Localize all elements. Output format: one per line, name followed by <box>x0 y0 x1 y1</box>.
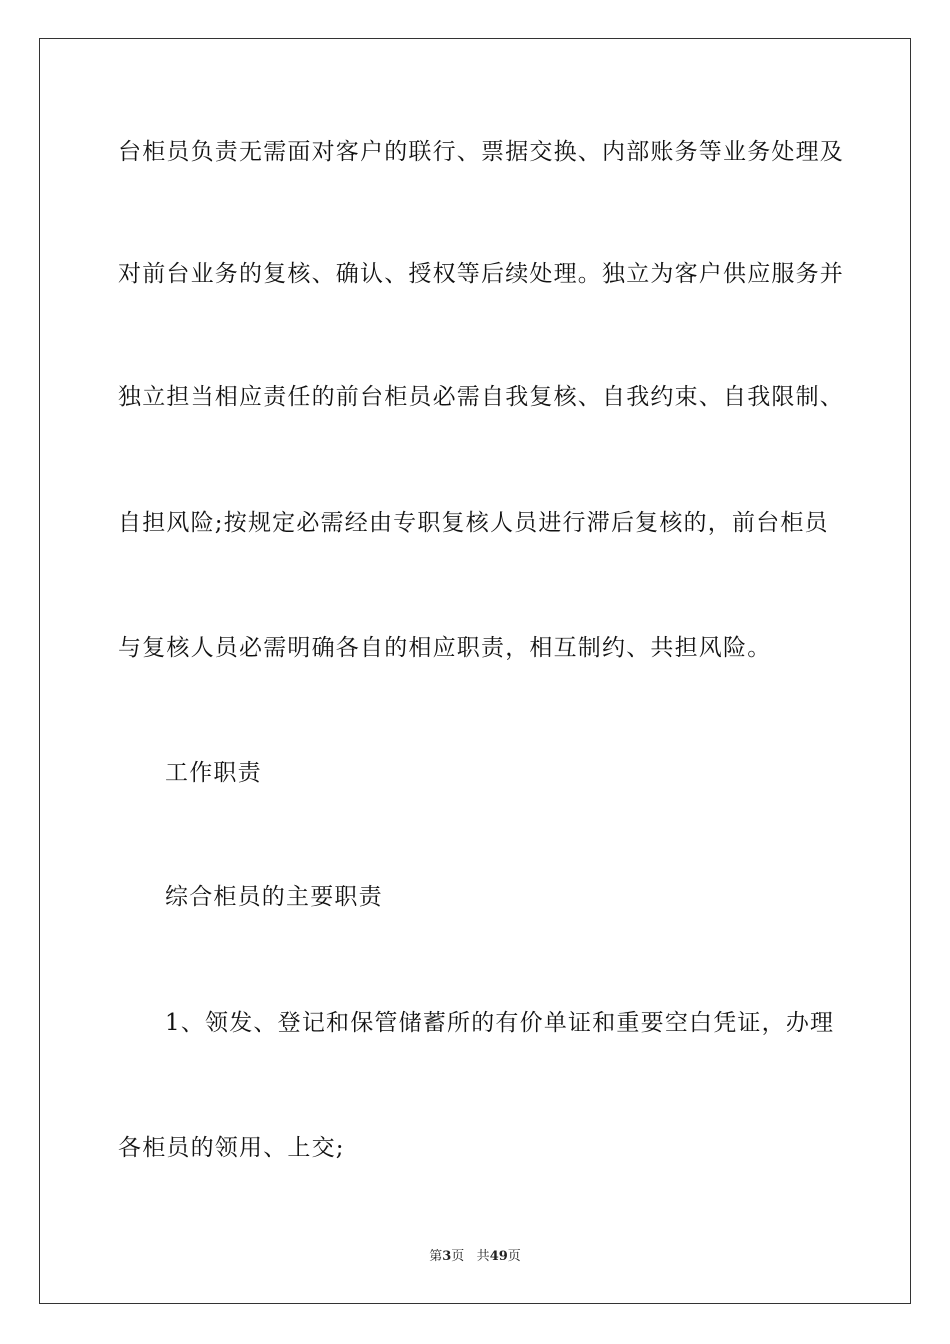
footer-page-suffix: 页 <box>451 1249 465 1264</box>
footer-total-pages: 49 <box>489 1249 508 1264</box>
paragraph-line-2: 对前台业务的复核、确认、授权等后续处理。独立为客户供应服务并 <box>118 261 844 287</box>
footer-total-prefix: 共 <box>476 1249 490 1264</box>
page-border <box>39 38 911 1304</box>
paragraph-line-1: 台柜员负责无需面对客户的联行、票据交换、内部账务等业务处理及 <box>118 139 844 165</box>
section-heading-work-duties: 工作职责 <box>165 760 262 786</box>
list-item-1-line-2: 各柜员的领用、上交; <box>118 1135 345 1161</box>
footer-page-number: 3 <box>442 1249 452 1264</box>
paragraph-line-4: 自担风险;按规定必需经由专职复核人员进行滞后复核的，前台柜员 <box>118 510 829 536</box>
section-heading-main-duties: 综合柜员的主要职责 <box>165 884 383 910</box>
footer-total-suffix: 页 <box>507 1249 521 1264</box>
footer-page-prefix: 第 <box>429 1249 443 1264</box>
paragraph-line-3: 独立担当相应责任的前台柜员必需自我复核、自我约束、自我限制、 <box>118 384 844 410</box>
page-footer <box>0 1248 950 1266</box>
list-item-1-line-1: 1、领发、登记和保管储蓄所的有价单证和重要空白凭证，办理 <box>165 1010 835 1036</box>
paragraph-line-5: 与复核人员必需明确各自的相应职责，相互制约、共担风险。 <box>118 635 772 661</box>
